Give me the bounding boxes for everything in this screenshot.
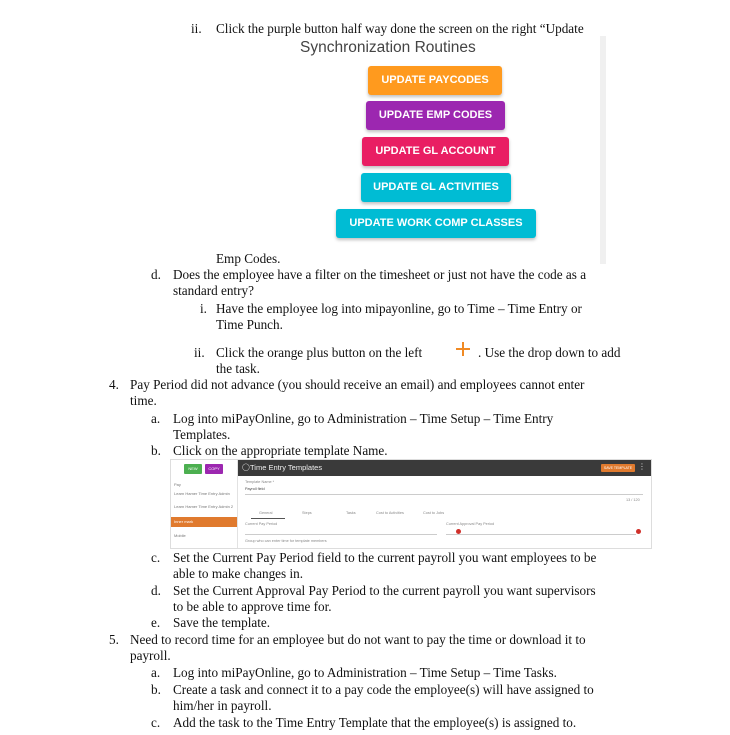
paragraph-line: payroll. bbox=[130, 648, 171, 663]
copy-button[interactable]: COPY bbox=[205, 464, 223, 474]
paragraph-line: Log into miPayOnline, go to Administration – Time Setup – Time Entry bbox=[173, 411, 554, 426]
paragraph-line: time. bbox=[130, 393, 157, 408]
paragraph-line: Save the template. bbox=[173, 615, 271, 630]
templates-sidebar bbox=[171, 460, 238, 548]
plus-icon bbox=[455, 341, 471, 357]
update-work-comp-classes-button[interactable]: UPDATE WORK COMP CLASSES bbox=[336, 209, 536, 238]
paragraph-line: the task. bbox=[216, 361, 260, 376]
sidebar-item[interactable]: Mobile bbox=[174, 533, 186, 538]
paragraph-line: Need to record time for an employee but do not want to pay the time or download it to bbox=[130, 632, 586, 647]
character-counter: 13 / 120 bbox=[626, 498, 640, 502]
update-emp-codes-button[interactable]: UPDATE EMP CODES bbox=[366, 101, 505, 130]
paragraph-line: Log into miPayOnline, go to Administration – Time Setup – Time Tasks. bbox=[173, 665, 557, 680]
new-button[interactable]: NEW bbox=[184, 464, 202, 474]
list-marker: d. bbox=[151, 583, 161, 598]
active-tab-indicator bbox=[251, 518, 285, 519]
paragraph-line: Click the purple button half way done the screen on the right “Update bbox=[216, 21, 584, 36]
sync-routines-screenshot bbox=[296, 36, 606, 264]
sidebar-item[interactable]: Pay bbox=[174, 482, 181, 487]
paragraph-line: Create a task and connect it to a pay code the employee(s) will have assigned to bbox=[173, 682, 594, 697]
sidebar-item-active[interactable] bbox=[171, 517, 237, 527]
group-note: Group who can enter time for template members bbox=[245, 539, 327, 543]
paragraph-line: Set the Current Approval Pay Period to the current payroll you want supervisors bbox=[173, 583, 596, 598]
paragraph-line: Emp Codes. bbox=[216, 251, 281, 266]
sidebar-item[interactable]: Learn Hamer Time Entry Admin bbox=[174, 491, 230, 496]
list-marker: c. bbox=[151, 715, 161, 730]
list-marker: i. bbox=[200, 301, 207, 316]
paragraph-line: standard entry? bbox=[173, 283, 254, 298]
sidebar-item-label: Inner mark bbox=[174, 519, 194, 524]
current-pay-period-label: Current Pay Period bbox=[245, 522, 278, 526]
tab-steps[interactable]: Steps bbox=[302, 511, 312, 515]
current-pay-period-field[interactable] bbox=[245, 534, 437, 535]
paragraph-line: to be able to approve time for. bbox=[173, 599, 332, 614]
templates-title: Time Entry Templates bbox=[250, 463, 323, 472]
list-marker: a. bbox=[151, 665, 161, 680]
list-marker: b. bbox=[151, 682, 161, 697]
shield-icon: ◯ bbox=[242, 464, 250, 471]
update-gl-activities-button[interactable]: UPDATE GL ACTIVITIES bbox=[361, 173, 511, 202]
paragraph-line: Add the task to the Time Entry Template that the employee(s) is assigned to. bbox=[173, 715, 577, 730]
paragraph-line: Click the orange plus button on the left bbox=[216, 345, 423, 360]
list-marker: 4. bbox=[109, 377, 119, 392]
current-approval-field[interactable] bbox=[446, 534, 636, 535]
paragraph-line: Templates. bbox=[173, 427, 231, 442]
divider bbox=[245, 494, 643, 495]
paragraph-line: Have the employee log into mipayonline, go to Time – Time Entry or bbox=[216, 301, 582, 316]
paragraph-line: able to make changes in. bbox=[173, 566, 303, 581]
template-name-field[interactable]: Payroll field bbox=[245, 487, 265, 491]
paragraph-line: Time Punch. bbox=[216, 317, 283, 332]
tab-tasks[interactable]: Tasks bbox=[346, 511, 356, 515]
paragraph-line: him/her in payroll. bbox=[173, 698, 272, 713]
list-marker: c. bbox=[151, 550, 161, 565]
current-approval-label: Current Approval Pay Period bbox=[446, 522, 495, 526]
tab-cost-jobs[interactable]: Cost to Jobs bbox=[423, 511, 445, 515]
list-marker: a. bbox=[151, 411, 161, 426]
list-marker: ii. bbox=[191, 21, 202, 36]
list-marker: ii. bbox=[194, 345, 205, 360]
save-template-button[interactable]: SAVE TEMPLATE bbox=[601, 464, 635, 472]
paragraph-line: Set the Current Pay Period field to the current payroll you want employees to be bbox=[173, 550, 597, 565]
tab-general[interactable]: General bbox=[259, 511, 273, 515]
list-marker: e. bbox=[151, 615, 161, 630]
templates-header bbox=[238, 460, 651, 476]
paragraph-line: Does the employee have a filter on the timesheet or just not have the code as a bbox=[173, 267, 587, 282]
sync-routines-title: Synchronization Routines bbox=[300, 39, 476, 56]
update-paycodes-button[interactable]: UPDATE PAYCODES bbox=[368, 66, 502, 95]
error-icon bbox=[636, 529, 641, 534]
sidebar-item[interactable]: Learn Hamer Time Entry Admin 2 bbox=[174, 504, 234, 509]
paragraph-line: . Use the drop down to add bbox=[478, 345, 621, 360]
paragraph-line: Pay Period did not advance (you should receive an email) and employees cannot enter bbox=[130, 377, 585, 392]
list-marker: 5. bbox=[109, 632, 119, 647]
scrollbar-edge bbox=[600, 36, 606, 264]
list-marker: d. bbox=[151, 267, 161, 282]
template-name-label: Template Name * bbox=[245, 480, 275, 484]
more-menu-icon[interactable]: ⋮ bbox=[638, 462, 646, 471]
update-gl-account-button[interactable]: UPDATE GL ACCOUNT bbox=[362, 137, 509, 166]
list-marker: b. bbox=[151, 443, 161, 458]
tab-cost-activities[interactable]: Cost to Activities bbox=[376, 511, 404, 515]
time-entry-templates-screenshot bbox=[170, 459, 652, 549]
paragraph-line: Click on the appropriate template Name. bbox=[173, 443, 388, 458]
